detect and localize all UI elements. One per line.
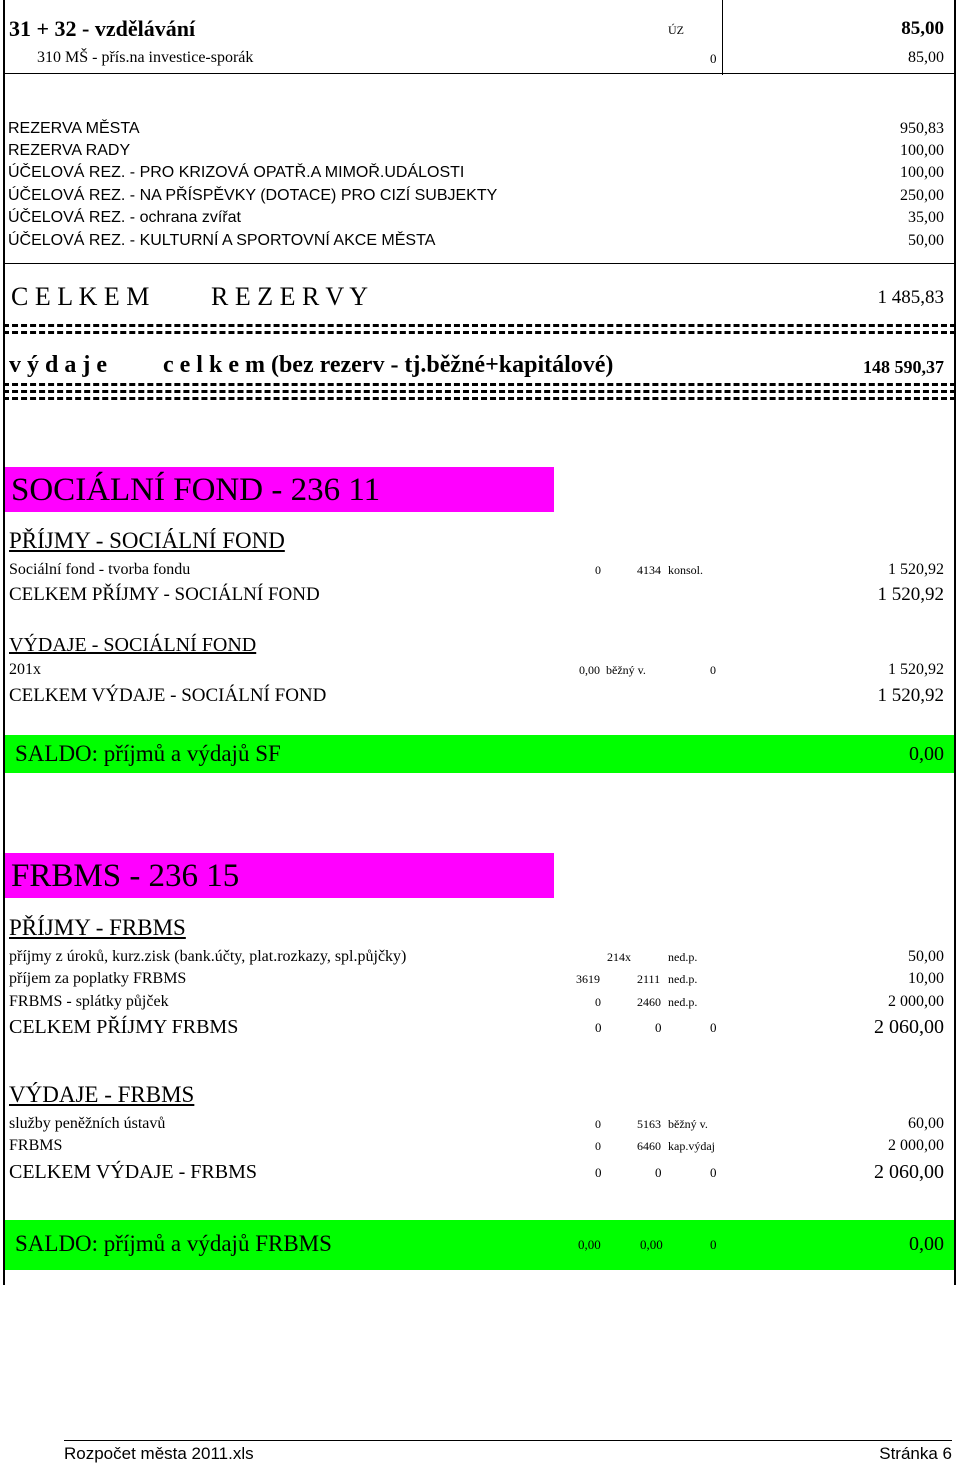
frbms-expense-total-c2: 0 — [655, 1165, 662, 1180]
social-fund-income-c3: konsol. — [668, 563, 704, 577]
section-header-code: ÚZ — [668, 23, 684, 37]
reserve-amount: 250,00 — [900, 187, 944, 204]
frbms-expense-total-amount: 2 060,00 — [874, 1161, 944, 1183]
frbms-income-c3: ned.p. — [668, 995, 698, 1009]
reserve-label: ÚČELOVÁ REZ. - PRO KRIZOVÁ OPATŘ.A MIMOŘ.UDÁLOSTI — [8, 164, 465, 181]
reserve-label: ÚČELOVÁ REZ. - NA PŘÍSPĚVKY (DOTACE) PRO CIZÍ SUBJEKTY — [8, 187, 498, 204]
dashed-line — [3, 390, 956, 393]
reserves-total-label: C E L K E M — [11, 282, 150, 311]
footer-filename: Rozpočet města 2011.xls — [64, 1444, 254, 1463]
reserve-label: ÚČELOVÁ REZ. - ochrana zvířat — [8, 209, 241, 226]
social-fund-expense-total-amount: 1 520,92 — [877, 685, 944, 706]
frbms-income-total-amount: 2 060,00 — [874, 1016, 944, 1038]
section-row-amount: 85,00 — [908, 49, 944, 66]
reserve-label: ÚČELOVÁ REZ. - KULTURNÍ A SPORTOVNÍ AKCE MĚSTA — [8, 232, 436, 249]
frbms-saldo-amount: 0,00 — [909, 1233, 944, 1255]
frbms-expense-label: služby peněžních ústavů — [9, 1115, 166, 1132]
social-fund-expense-label: 201x — [9, 661, 41, 678]
social-fund-title: SOCIÁLNÍ FOND - 236 11 — [11, 472, 381, 508]
frbms-income-label: příjem za poplatky FRBMS — [9, 970, 187, 987]
social-fund-saldo-label: SALDO: příjmů a výdajů SF — [15, 741, 281, 766]
frbms-title: FRBMS - 236 15 — [11, 858, 240, 894]
frbms-income-c3: ned.p. — [668, 972, 698, 986]
footer-page: Stránka 6 — [879, 1444, 952, 1463]
frbms-expense-total-c1: 0 — [595, 1165, 602, 1180]
frbms-income-amount: 50,00 — [908, 948, 944, 965]
frbms-income-c2: 2111 — [637, 972, 661, 986]
reserves-total-label-2: R E Z E R V Y — [211, 282, 368, 311]
social-fund-income-label: Sociální fond - tvorba fondu — [9, 561, 191, 578]
social-fund-income-total-amount: 1 520,92 — [877, 584, 944, 605]
frbms-expense-c3: běžný v. — [668, 1117, 708, 1131]
frbms-income-label: FRBMS - splátky půjček — [9, 993, 169, 1010]
section-row-label: 310 MŠ - přís.na investice-sporák — [37, 49, 254, 66]
frbms-income-amount: 2 000,00 — [888, 993, 944, 1010]
social-fund-expense-c3: 0 — [710, 663, 716, 677]
frbms-expense-c2: 5163 — [637, 1117, 661, 1131]
column-divider — [722, 0, 723, 75]
reserves-total-amount: 1 485,83 — [877, 287, 944, 308]
reserve-amount: 100,00 — [900, 142, 944, 159]
frbms-income-total-c1: 0 — [595, 1020, 602, 1035]
frbms-income-label: příjmy z úroků, kurz.zisk (bank.účty, plat.rozkazy, spl.půjčky) — [9, 948, 407, 965]
reserve-amount: 950,83 — [900, 120, 944, 137]
reserve-label: REZERVA MĚSTA — [8, 120, 140, 137]
frbms-income-total-c3: 0 — [710, 1020, 717, 1035]
social-fund-income-c2: 4134 — [637, 563, 661, 577]
reserve-label: REZERVA RADY — [8, 142, 131, 159]
reserve-amount: 100,00 — [900, 164, 944, 181]
frbms-expense-heading: VÝDAJE - FRBMS — [9, 1082, 195, 1107]
section-header-amount: 85,00 — [901, 18, 944, 39]
expenses-total-label: v ý d a j e — [9, 352, 107, 378]
frbms-expense-total-c3: 0 — [710, 1165, 717, 1180]
expenses-total-label-2: c e l k e m (bez rezerv - tj.běžné+kapitálové) — [163, 352, 614, 378]
frbms-income-heading: PŘÍJMY - FRBMS — [9, 915, 186, 940]
left-border — [3, 0, 5, 1285]
frbms-income-amount: 10,00 — [908, 970, 944, 987]
frbms-income-c1: 214x — [607, 950, 631, 964]
reserve-amount: 35,00 — [908, 209, 944, 226]
frbms-income-c1: 3619 — [576, 972, 600, 986]
social-fund-income-amount: 1 520,92 — [888, 561, 944, 578]
section-row-code: 0 — [710, 51, 717, 66]
reserve-amount: 50,00 — [908, 232, 944, 249]
dashed-line — [3, 324, 956, 327]
social-fund-expense-c2: běžný v. — [606, 663, 646, 677]
frbms-expense-label: FRBMS — [9, 1137, 63, 1154]
frbms-expense-amount: 2 000,00 — [888, 1137, 944, 1154]
frbms-expense-amount: 60,00 — [908, 1115, 944, 1132]
dashed-line — [3, 331, 956, 334]
frbms-expense-c2: 6460 — [637, 1139, 661, 1153]
frbms-expense-total-label: CELKEM VÝDAJE - FRBMS — [9, 1161, 257, 1183]
social-fund-income-heading: PŘÍJMY - SOCIÁLNÍ FOND — [9, 528, 285, 553]
dashed-line — [3, 397, 956, 400]
frbms-income-total-label: CELKEM PŘÍJMY FRBMS — [9, 1016, 239, 1038]
footer-rule — [64, 1440, 952, 1441]
social-fund-expense-heading: VÝDAJE - SOCIÁLNÍ FOND — [9, 634, 257, 656]
frbms-saldo-label: SALDO: příjmů a výdajů FRBMS — [15, 1231, 332, 1256]
frbms-income-c2: 2460 — [637, 995, 661, 1009]
social-fund-saldo-amount: 0,00 — [909, 743, 944, 765]
reserves-top-border — [3, 263, 956, 264]
social-fund-income-c1: 0 — [595, 563, 601, 577]
right-border — [954, 0, 956, 1285]
frbms-saldo-c2: 0,00 — [640, 1237, 663, 1252]
frbms-saldo-c1: 0,00 — [578, 1237, 601, 1252]
social-fund-income-total-label: CELKEM PŘÍJMY - SOCIÁLNÍ FOND — [9, 584, 320, 605]
frbms-income-c3: ned.p. — [668, 950, 698, 964]
top-section-bottom-border — [3, 73, 956, 74]
frbms-income-c1: 0 — [595, 995, 601, 1009]
social-fund-expense-total-label: CELKEM VÝDAJE - SOCIÁLNÍ FOND — [9, 685, 327, 706]
dashed-line — [3, 383, 956, 386]
frbms-expense-c3: kap.výdaj — [668, 1139, 715, 1153]
frbms-expense-c1: 0 — [595, 1139, 601, 1153]
frbms-expense-c1: 0 — [595, 1117, 601, 1131]
frbms-saldo-c3: 0 — [710, 1237, 717, 1252]
social-fund-expense-c1: 0,00 — [579, 663, 600, 677]
expenses-total-amount: 148 590,37 — [863, 357, 944, 377]
social-fund-expense-amount: 1 520,92 — [888, 661, 944, 678]
section-header-label: 31 + 32 - vzdělávání — [9, 16, 196, 41]
frbms-income-total-c2: 0 — [655, 1020, 662, 1035]
